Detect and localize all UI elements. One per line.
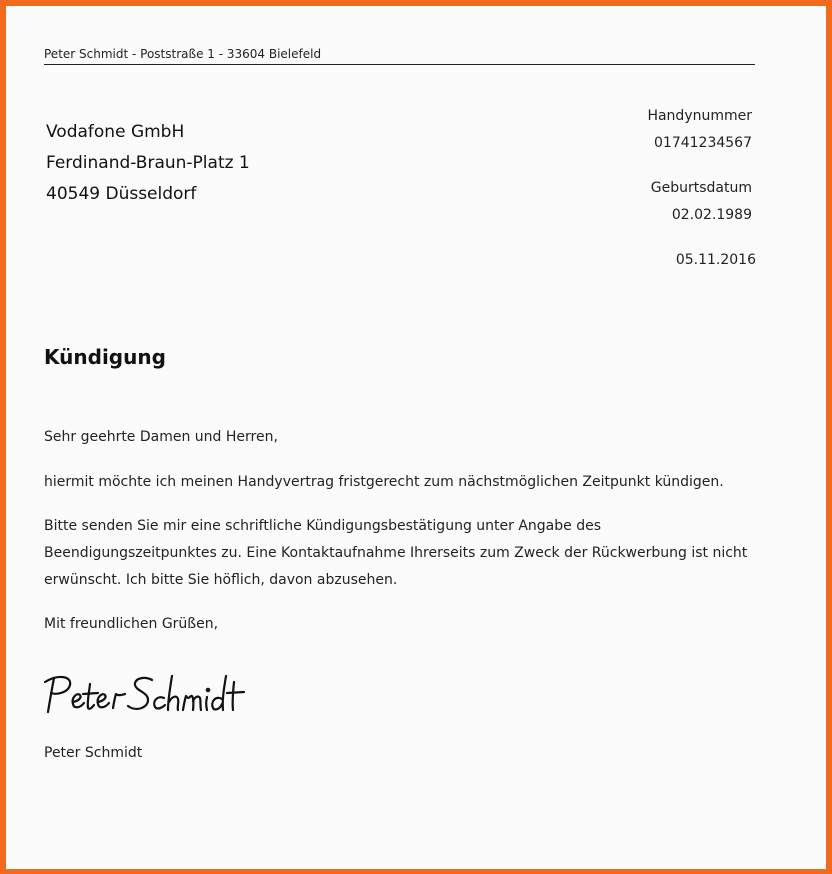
phone-label: Handynummer: [647, 108, 752, 124]
salutation: Sehr geehrte Damen und Herren,: [44, 429, 278, 445]
birthdate-label: Geburtsdatum: [650, 180, 752, 196]
letter-subject: Kündigung: [44, 345, 166, 369]
recipient-street: Ferdinand-Braun-Platz 1: [46, 153, 250, 173]
letter-body: [44, 424, 774, 638]
printed-name: Peter Schmidt: [44, 745, 143, 761]
body-paragraph-1: hiermit möchte ich meinen Handyvertrag fristgerecht zum nächstmöglichen Zeitpunkt kündigen.: [44, 474, 724, 490]
info-block: [647, 103, 752, 229]
closing: Mit freundlichen Grüßen,: [44, 616, 219, 632]
birthdate-value: 02.02.1989: [671, 207, 752, 223]
recipient-city: 40549 Düsseldorf: [46, 184, 197, 204]
handwritten-signature: [40, 668, 250, 724]
recipient-address: [46, 117, 250, 210]
sender-return-address: Peter Schmidt - Poststraße 1 - 33604 Bielefeld: [44, 46, 755, 65]
phone-value: 01741234567: [654, 135, 752, 151]
recipient-company: Vodafone GmbH: [46, 122, 185, 142]
body-paragraph-2: Bitte senden Sie mir eine schriftliche Kündigungsbestätigung unter Angabe des Beendigungszeitpunktes zu. Eine Kontaktaufnahme Ihrerseits zum Zweck der Rückwerbung ist nicht erwünscht. Ich bitte Sie höflich, davon abzusehen.: [44, 518, 748, 588]
letter-date: 05.11.2016: [675, 252, 756, 268]
